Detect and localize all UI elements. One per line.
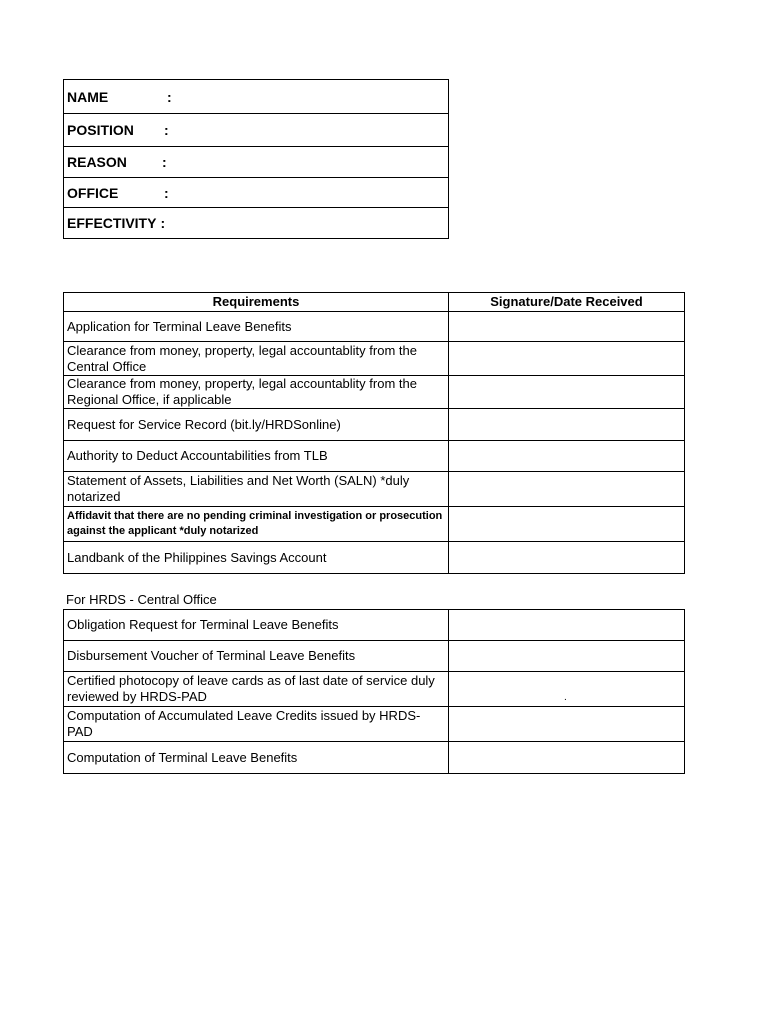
table-row [64, 342, 685, 376]
info-label-effectivity: EFFECTIVITY [67, 215, 157, 231]
info-colon: : [164, 122, 169, 138]
requirement-item: Landbank of the Philippines Savings Account [64, 542, 449, 574]
requirement-item: Affidavit that there are no pending criminal investigation or prosecution against the applicant *duly notarized [64, 507, 449, 542]
signature-cell[interactable] [449, 507, 685, 542]
table-row [64, 641, 685, 672]
hrds-item: Computation of Accumulated Leave Credits issued by HRDS-PAD [64, 707, 449, 742]
signature-cell[interactable] [449, 542, 685, 574]
signature-cell[interactable] [449, 707, 685, 742]
hrds-table [63, 609, 685, 774]
signature-cell[interactable] [449, 610, 685, 641]
signature-cell[interactable] [449, 472, 685, 507]
signature-cell[interactable] [449, 672, 685, 707]
requirements-header-row [64, 293, 685, 312]
signature-date-header: Signature/Date Received [449, 293, 685, 312]
hrds-item: Disbursement Voucher of Terminal Leave Benefits [64, 641, 449, 672]
requirements-table [63, 292, 685, 574]
table-row [64, 376, 685, 409]
requirement-item: Authority to Deduct Accountabilities from TLB [64, 441, 449, 472]
applicant-info-box [63, 79, 449, 239]
hrds-item: Obligation Request for Terminal Leave Benefits [64, 610, 449, 641]
signature-cell[interactable] [449, 441, 685, 472]
signature-cell[interactable] [449, 342, 685, 376]
requirement-item: Clearance from money, property, legal accountablity from the Central Office [64, 342, 449, 376]
info-label-position: POSITION [67, 122, 134, 138]
signature-cell[interactable] [449, 742, 685, 774]
table-row [64, 507, 685, 542]
table-row [64, 472, 685, 507]
table-row [64, 542, 685, 574]
requirement-item: Clearance from money, property, legal accountablity from the Regional Office, if applicable [64, 376, 449, 409]
info-row-effectivity [64, 208, 448, 238]
info-row-position [64, 114, 448, 147]
hrds-item: Computation of Terminal Leave Benefits [64, 742, 449, 774]
info-row-name [64, 80, 448, 114]
requirements-header: Requirements [64, 293, 449, 312]
info-label-name: NAME [67, 88, 109, 105]
requirement-item: Statement of Assets, Liabilities and Net Worth (SALN) *duly notarized [64, 472, 449, 507]
table-row [64, 707, 685, 742]
info-colon: : [164, 184, 169, 201]
table-row [64, 312, 685, 342]
signature-cell[interactable] [449, 409, 685, 441]
requirement-item: Request for Service Record (bit.ly/HRDSonline) [64, 409, 449, 441]
info-row-reason [64, 147, 448, 178]
dot-mark: . [564, 692, 567, 703]
hrds-item: Certified photocopy of leave cards as of last date of service duly reviewed by HRDS-PAD [64, 672, 449, 707]
requirement-item: Application for Terminal Leave Benefits [64, 312, 449, 342]
table-row [64, 441, 685, 472]
signature-cell[interactable] [449, 312, 685, 342]
info-label-reason: REASON [67, 154, 127, 170]
table-row [64, 409, 685, 441]
info-colon: : [160, 215, 166, 231]
info-colon: : [162, 154, 167, 170]
signature-cell[interactable] [449, 376, 685, 409]
info-row-office [64, 178, 448, 208]
table-row [64, 672, 685, 707]
hrds-section-label: For HRDS - Central Office [66, 592, 217, 607]
info-label-office: OFFICE [67, 184, 119, 201]
signature-cell[interactable] [449, 641, 685, 672]
table-row [64, 742, 685, 774]
info-colon: : [167, 88, 172, 105]
table-row [64, 610, 685, 641]
